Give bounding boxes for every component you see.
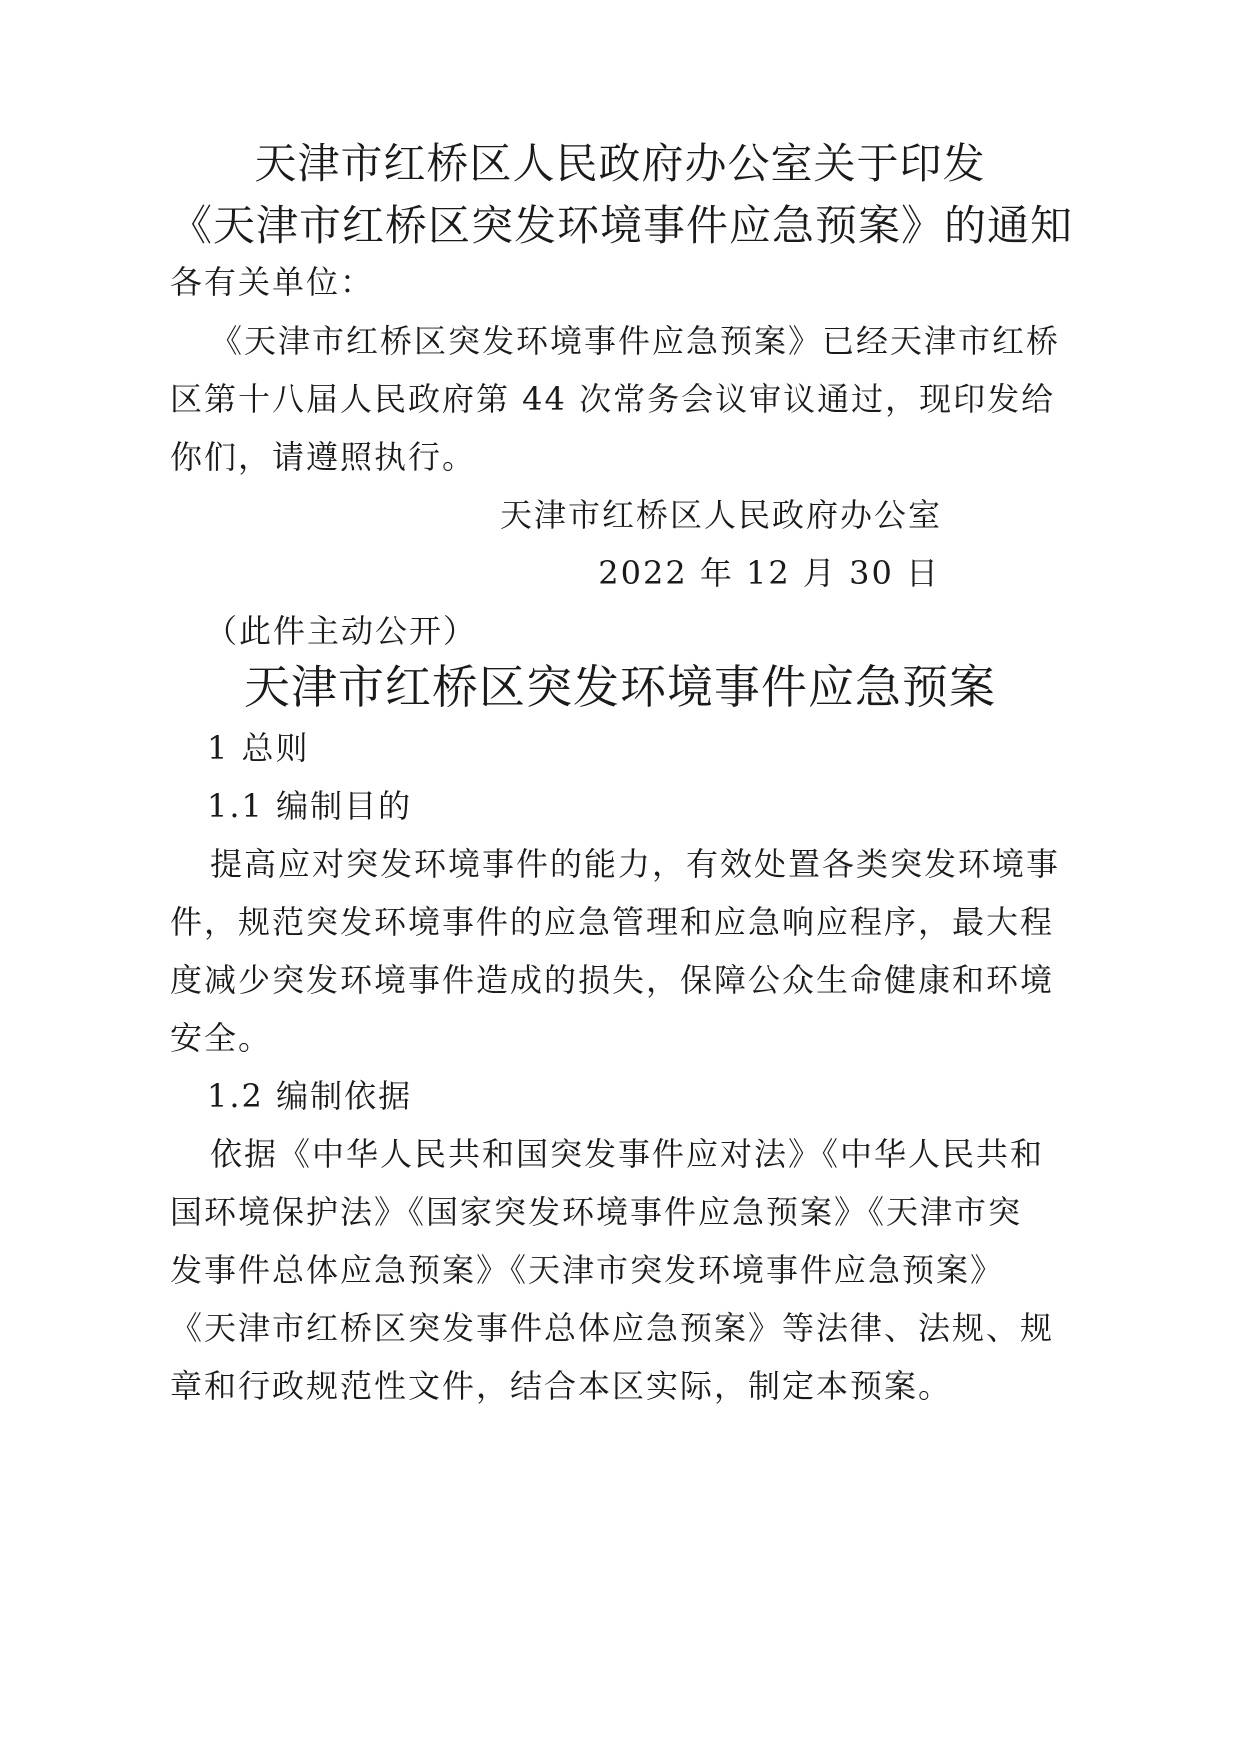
section-heading-1: 1 总则	[207, 729, 310, 767]
notice-body-line3: 你们，请遵照执行。	[170, 438, 477, 476]
notice-title-line2: 《天津市红桥区突发环境事件应急预案》的通知	[170, 201, 1074, 250]
signature: 天津市红桥区人民政府办公室	[500, 496, 943, 534]
disclosure-note: （此件主动公开）	[205, 612, 478, 650]
plan-title: 天津市红桥区突发环境事件应急预案	[244, 660, 996, 714]
purpose-line4: 安全。	[170, 1019, 273, 1057]
section-heading-1-1: 1.1 编制目的	[207, 787, 413, 825]
purpose-line3: 度减少突发环境事件造成的损失，保障公众生命健康和环境	[170, 961, 1055, 999]
section-heading-1-2: 1.2 编制依据	[207, 1077, 413, 1115]
basis-line3: 发事件总体应急预案》《天津市突发环境事件应急预案》	[170, 1251, 1005, 1289]
basis-line2: 国环境保护法》《国家突发环境事件应急预案》《天津市突	[170, 1193, 1023, 1231]
notice-body-line2: 区第十八届人民政府第 44 次常务会议审议通过，现印发给	[170, 380, 1056, 418]
basis-line5: 章和行政规范性文件，结合本区实际，制定本预案。	[170, 1367, 953, 1405]
basis-line1: 依据《中华人民共和国突发事件应对法》《中华人民共和	[210, 1135, 1045, 1173]
date: 2022 年 12 月 30 日	[598, 554, 940, 592]
notice-title-line1: 天津市红桥区人民政府办公室关于印发	[254, 139, 986, 188]
purpose-line2: 件，规范突发环境事件的应急管理和应急响应程序，最大程	[170, 903, 1055, 941]
notice-body-line1: 《天津市红桥区突发环境事件应急预案》已经天津市红桥	[210, 322, 1061, 360]
salutation: 各有关单位：	[170, 263, 375, 301]
basis-line4: 《天津市红桥区突发事件总体应急预案》等法律、法规、规	[170, 1309, 1055, 1347]
purpose-line1: 提高应对突发环境事件的能力，有效处置各类突发环境事	[210, 845, 1061, 883]
